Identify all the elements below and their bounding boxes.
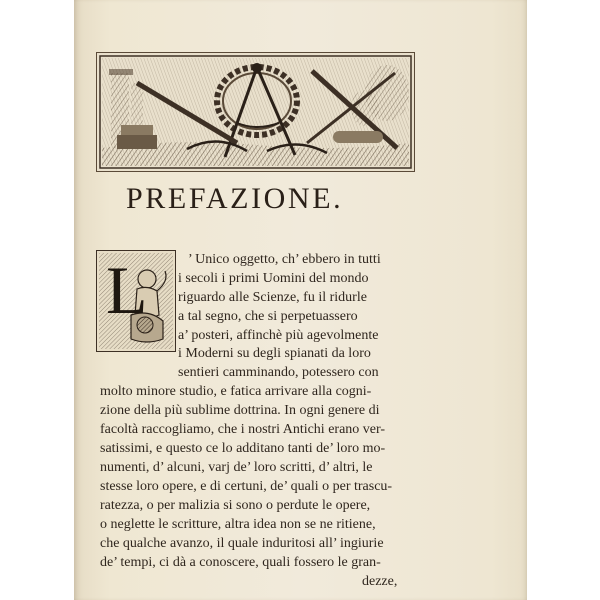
- engraving-illustration: [97, 53, 414, 171]
- text-line: molto minore studio, e fatica arrivare alla cogni-: [100, 384, 372, 399]
- text-line: a’ posteri, affinchè più agevolmente: [178, 328, 379, 343]
- text-line: a tal segno, che si perpetuassero: [178, 309, 358, 324]
- text-line: ’ Unico oggetto, ch’ ebbero in tutti: [188, 252, 381, 267]
- decorated-initial: [96, 250, 176, 352]
- text-line: o neglette le scritture, altra idea non se ne ritiene,: [100, 517, 376, 532]
- text-line: ratezza, o per malizia si sono o perdute le opere,: [100, 498, 371, 513]
- headpiece-engraving: [96, 52, 415, 172]
- text-line: dezze,: [362, 574, 398, 589]
- dropcap-letter: L: [106, 252, 148, 328]
- text-line: che qualche avanzo, il quale induritosi all’ ingiurie: [100, 536, 384, 551]
- text-line: stesse loro opere, e di certuni, de’ quali o per trascu-: [100, 479, 393, 494]
- page-title: PREFAZIONE.: [126, 182, 344, 215]
- text-line: sentieri camminando, potessero con: [178, 365, 379, 380]
- text-line: zione della più sublime dottrina. In ogni genere di: [100, 403, 380, 418]
- text-line: numenti, d’ alcuni, varj de’ loro scritti, d’ altri, le: [100, 460, 373, 475]
- text-line: riguardo alle Scienze, fu il ridurle: [178, 290, 367, 305]
- text-line: i Moderni su degli spianati da loro: [178, 346, 371, 361]
- text-line: de’ tempi, ci dà a conoscere, quali fossero le gran-: [100, 555, 381, 570]
- text-line: satissimi, e questo ce lo additano tanti de’ loro mo-: [100, 441, 386, 456]
- text-line: i secoli i primi Uomini del mondo: [178, 271, 369, 286]
- text-line: facoltà raccogliamo, che i nostri Antichi erano ver-: [100, 422, 386, 437]
